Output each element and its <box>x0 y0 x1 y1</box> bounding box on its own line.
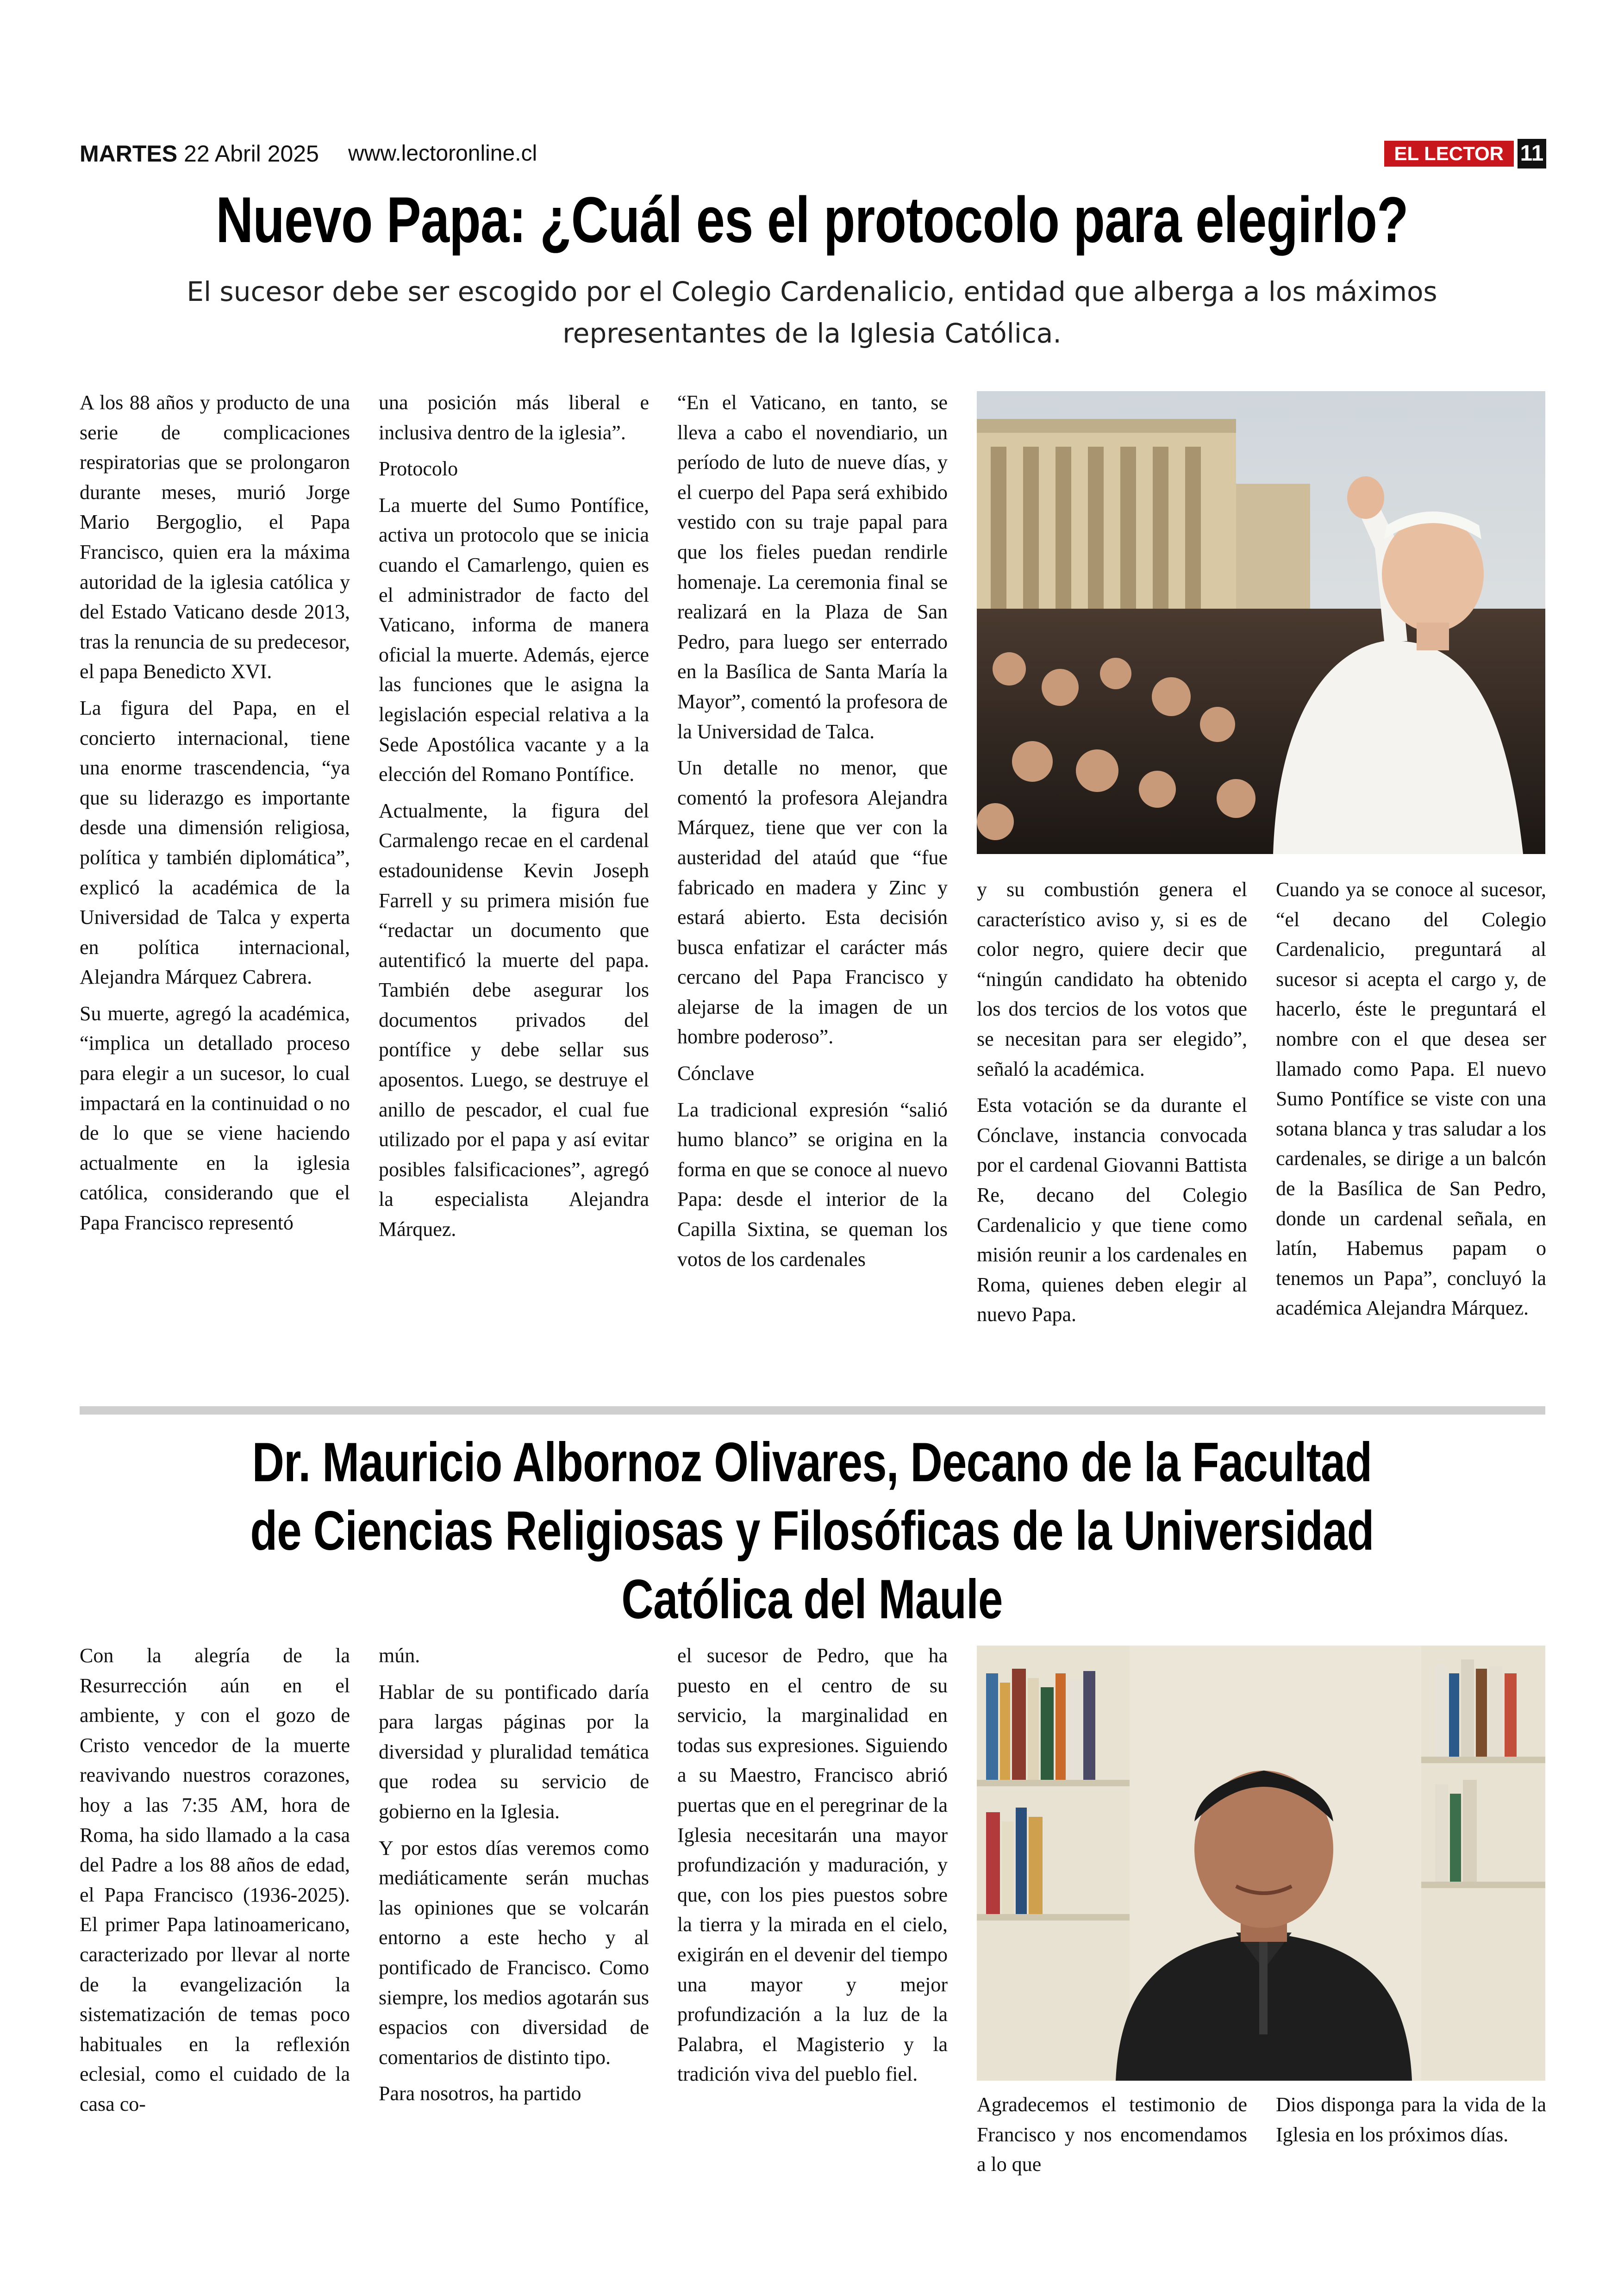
paragraph: Esta votación se da durante el Cónclave, instancia convocada por el cardenal Giovanni Battista Re, decano del Colegio Cardenalicio y que tiene como misión reunir a los cardenales en Roma, quienes deben elegir al nuevo Papa. <box>977 1094 1247 1326</box>
section-heading-conclave: Cónclave <box>677 1062 755 1085</box>
paragraph: Agradecemos el testimonio de Francisco y nos encomendamos a lo que <box>977 2093 1247 2176</box>
paragraph: La figura del Papa, en el concierto internacional, tiene una enorme trascendencia, “ya que su liderazgo es importante desde una dimensión religiosa, política y también diplomática”, explicó la académica de la Universidad de Talca y experta en política internacional, Alejandra Márquez Cabrera. <box>80 696 350 989</box>
paragraph: una posición más liberal e inclusiva dentro de la iglesia”. <box>379 391 649 444</box>
paragraph: Actualmente, la figura del Carmalengo recae en el cardenal estadounidense Kevin Joseph Farrell y su primera misión fue “redactar un documento que autentificó la muerte del papa. También debe asegurar los documentos privados del pontífice y debe sellar sus aposentos. Luego, se destruye el anillo de pescador, el cual fue utilizado por el papa y así evitar posibles falsificaciones”, agregó la especialista Alejandra Márquez. <box>379 799 649 1241</box>
article1-column-4 <box>977 875 1247 1330</box>
paragraph: Y por estos días veremos como mediáticamente serán muchas las opiniones que se volcarán entorno a este hecho y al pontificado de Francisco. Como siempre, los medios agotarán sus espacios con diversidad de comentarios de distinto tipo. <box>379 1836 649 2069</box>
paragraph: La muerte del Sumo Pontífice, activa un protocolo que se inicia cuando el Camarlengo, quien es el administrador de facto del Vaticano, informa de manera oficial la muerte. Además, ejerce las funciones que le asigna la legislación especial relativa a la Sede Apostólica vacante y a la elección del Romano Pontífice. <box>379 493 649 786</box>
issue-date-text: 22 Abril 2025 <box>184 141 319 167</box>
article1-subheadline: El sucesor debe ser escogido por el Colegio Cardenalicio, entidad que alberga a los máximos representantes de la Iglesia Católica. <box>187 276 1437 349</box>
paragraph: Un detalle no menor, que comentó la profesora Alejandra Márquez, tiene que ver con la austeridad del ataúd que “fue fabricado en madera y Zinc y estará abierto. Esta decisión busca enfatizar el carácter más cercano del Papa Francisco y alejarse de la imagen de un hombre poderoso”. <box>677 756 948 1048</box>
paragraph: Dios disponga para la vida de la Iglesia en los próximos días. <box>1276 2093 1546 2146</box>
paragraph: el sucesor de Pedro, que ha puesto en el centro de su servicio, la marginalidad en todas sus expresiones. Siguiendo a su Maestro, Francisco abrió puertas que en el peregrinar de la Iglesia necesitarán una mayor profundización y maduración, y que, con los pies puestos sobre la tierra y la mirada en el cielo, exigirán en el devenir del tiempo una mayor y mejor profundización a la luz de la Palabra, el Magisterio y la tradición viva del pueblo fiel. <box>677 1644 948 2086</box>
paragraph: Su muerte, agregó la académica, “implica un detallado proceso para elegir a un sucesor, lo cual impactará en la continuidad o no de lo que se viene haciendo actualmente en la iglesia católica, considerando que el Papa Francisco representó <box>80 1002 350 1235</box>
brand-logo: EL LECTOR <box>1384 141 1514 167</box>
paragraph: La tradicional expresión “salió humo blanco” se origina en la forma en que se conoce al nuevo Papa: desde el interior de la Capilla Sixtina, se queman los votos de los cardenales <box>677 1098 948 1271</box>
paragraph: Cuando ya se conoce al sucesor, “el decano del Colegio Cardenalicio, preguntará al sucesor si acepta el cargo y, de hacerlo, éste le preguntará el nombre con el que desea ser llamado como Papa. El nuevo Sumo Pontífice se viste con una sotana blanca y tras saludar a los cardenales, se dirige a un balcón de la Basílica de San Pedro, donde un cardenal señala, en latín, Habemus papam o tenemos un Papa”, concluyó la académica Alejandra Márquez. <box>1276 878 1546 1320</box>
article2-column-5 <box>1276 2090 1546 2150</box>
section-divider <box>80 1406 1545 1415</box>
article1-headline: Nuevo Papa: ¿Cuál es el protocolo para elegirlo? <box>216 183 1408 256</box>
article1-column-2 <box>379 388 649 1245</box>
dean-portrait-photo <box>977 1646 1545 2081</box>
article2-column-3 <box>677 1641 948 2089</box>
paragraph: A los 88 años y producto de una serie de complicaciones respiratorias que se prolongaron durante meses, murió Jorge Mario Bergoglio, el Papa Francisco, quien era la máxima autoridad de la iglesia católica y del Estado Vaticano desde 2013, tras la renuncia de su predecesor, el papa Benedicto XVI. <box>80 391 350 683</box>
section-heading-protocolo: Protocolo <box>379 457 458 480</box>
issue-day: MARTES <box>80 141 178 167</box>
article1-column-5 <box>1276 875 1546 1323</box>
paragraph: “En el Vaticano, en tanto, se lleva a cabo el novendiario, un período de luto de nueve días, y el cuerpo del Papa será exhibido vestido con su traje papal para que los fieles puedan rendirle homenaje. La ceremonia final se realizará en la Plaza de San Pedro, para luego ser enterrado en la Basílica de Santa María la Mayor”, comentó la profesora de la Universidad de Talca. <box>677 391 948 743</box>
paragraph: Con la alegría de la Resurrección aún en el ambiente, y con el gozo de Cristo vencedor de la muerte reavivando nuestros corazones, hoy a las 7:35 AM, hora de Roma, ha sido llamado a la casa del Padre a los 88 años de edad, el Papa Francisco (1936-2025). El primer Papa latinoamericano, caracterizado por llevar al norte de la evangelización la sistematización de temas poco habituales en la reflexión eclesial, como el cuidado de la casa co- <box>80 1644 350 2115</box>
page-number: 11 <box>1518 139 1546 168</box>
article1-column-1 <box>80 388 350 1238</box>
article2-column-4 <box>977 2090 1247 2180</box>
article1-column-3 <box>677 388 948 1274</box>
paragraph: mún. <box>379 1644 420 1667</box>
issue-date <box>80 139 319 168</box>
article2-headline: Dr. Mauricio Albornoz Olivares, Decano de la Facultad de Ciencias Religiosas y Filosóficas de la Universidad Católica del Maule <box>250 1431 1374 1630</box>
article2-column-1 <box>80 1641 350 2120</box>
paragraph: Para nosotros, ha partido <box>379 2082 581 2105</box>
site-url[interactable]: www.lectoronline.cl <box>348 141 537 166</box>
paragraph: Hablar de su pontificado daría para largas páginas por la diversidad y pluralidad temática que rodea su servicio de gobierno en la Iglesia. <box>379 1680 649 1823</box>
page-header <box>80 139 1546 168</box>
article2-column-2 <box>379 1641 649 2109</box>
paragraph: y su combustión genera el característico aviso y, si es de color negro, quiere decir que “ningún candidato ha obtenido los dos tercios de los votos que se necesitan para ser elegido”, señaló la académica. <box>977 878 1247 1080</box>
pope-photo <box>977 391 1545 854</box>
